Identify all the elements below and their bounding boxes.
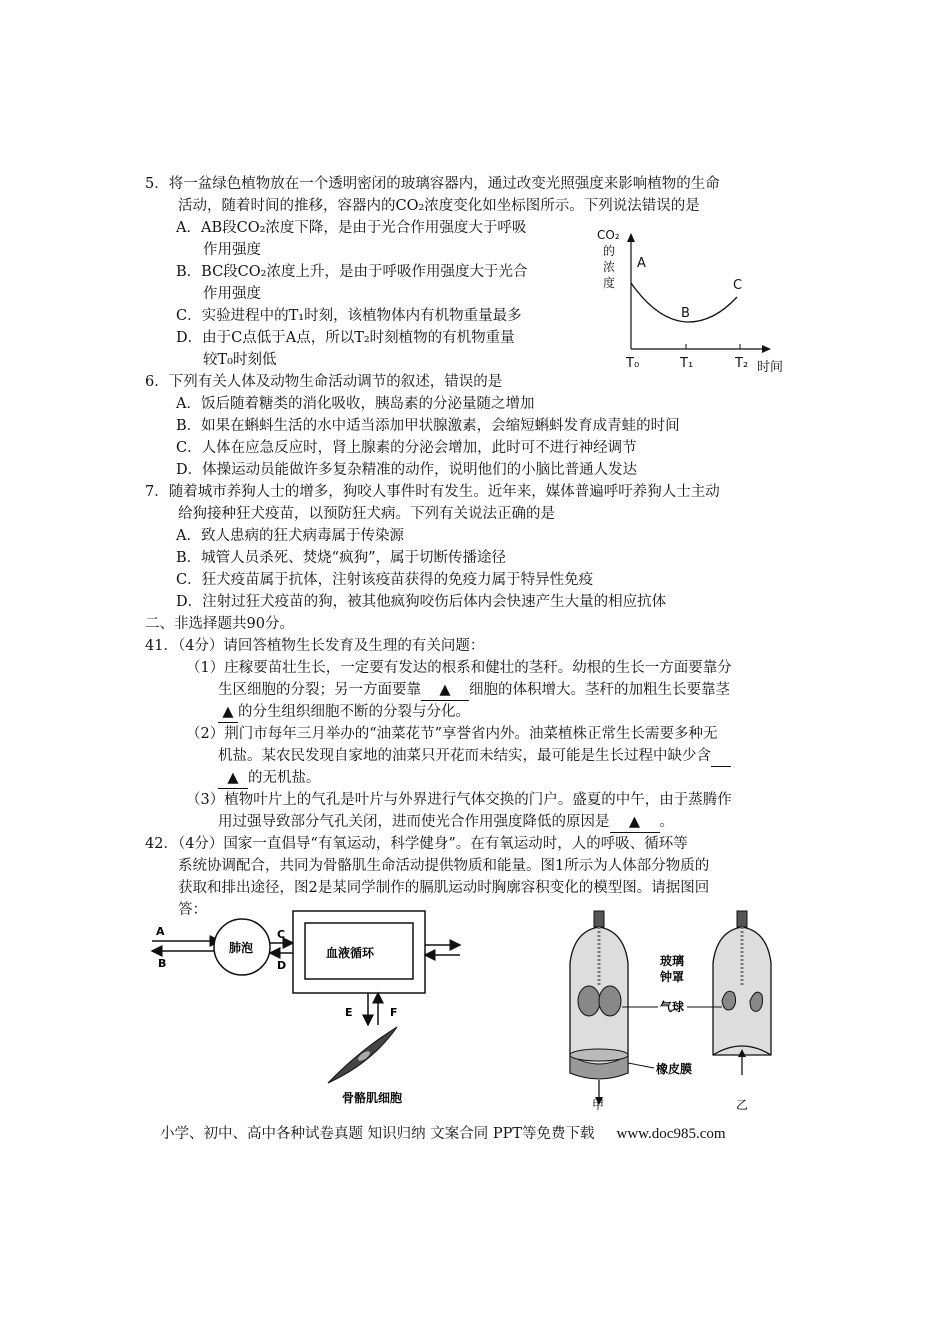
- q7-option-a: A．致人患病的狂犬病毒属于传染源: [176, 528, 404, 544]
- footer-url[interactable]: www.doc985.com: [616, 1126, 726, 1142]
- q6-option-b: B．如果在蝌蚪生活的水中适当添加甲状腺激素，会缩短蝌蚪发育成青蛙的时间: [176, 418, 680, 434]
- fig1-label-alveolus: 肺泡: [229, 941, 254, 955]
- fig2-label-balloon: 气球: [660, 1000, 685, 1014]
- answer-blank-2: ▲: [218, 702, 238, 723]
- answer-blank-3-start: [711, 746, 731, 767]
- fig1-label-b: B: [158, 957, 167, 970]
- q6-stem: 6．下列有关人体及动物生命活动调节的叙述，错误的是: [145, 374, 503, 390]
- footer: [160, 1122, 726, 1143]
- q41-stem: 41．（4分）请回答植物生长发育及生理的有关问题：: [145, 638, 485, 654]
- q5-option-c: C．实验进程中的T₁时刻，该植物体内有机物重量最多: [176, 308, 522, 324]
- q7-option-c: C．狂犬疫苗属于抗体，注射该疫苗获得的免疫力属于特异性免疫: [176, 572, 594, 588]
- fig1-label-c: C: [277, 928, 286, 941]
- q5-stem-line1: 5．将一盆绿色植物放在一个透明密闭的玻璃容器内，通过改变光照强度来影响植物的生命: [145, 176, 720, 192]
- q41-part1-line2: 生区细胞的分裂；另一方面要靠 ▲ 细胞的体积增大。茎秆的加粗生长要靠茎: [218, 680, 730, 701]
- q7-stem-line1: 7．随着城市养狗人士的增多，狗咬人事件时有发生。近年来，媒体普遍呼吁养狗人士主动: [145, 484, 720, 500]
- graph-ylabel-du: 度: [603, 276, 616, 290]
- q41-part2-line2: 机盐。某农民发现自家地的油菜只开花而未结实，最可能是生长过程中缺少含: [218, 746, 731, 767]
- q42-stem-line1: 42．（4分）国家一直倡导“有氧运动，科学健身”。在有氧运动时，人的呼吸、循环等: [145, 836, 688, 852]
- graph-xlabel: 时间: [757, 360, 784, 375]
- bell-jar-jia: [570, 911, 628, 1105]
- fig1-label-a: A: [156, 925, 165, 938]
- fig1-label-d: D: [277, 959, 287, 972]
- graph-point-c: C: [733, 278, 743, 293]
- answer-blank-4: ▲: [610, 812, 660, 833]
- fig2-label-glass-2: 钟罩: [660, 970, 685, 984]
- q5-stem-line2: 活动，随着时间的推移，容器内的CO₂浓度变化如坐标图所示。下列说法错误的是: [178, 198, 700, 214]
- graph-y-arrow: [627, 233, 635, 242]
- q41-part2-line3: ▲ 的无机盐。: [218, 768, 321, 789]
- graph-point-a: A: [637, 256, 646, 271]
- graph-ylabel-co2: CO₂: [597, 228, 620, 242]
- q41-part3-line1: （3）植物叶片上的气孔是叶片与外界进行气体交换的门户。盛夏的中午，由于蒸腾作: [186, 792, 732, 808]
- answer-blank-1: ▲: [421, 680, 469, 701]
- fig1-label-muscle: 骨骼肌细胞: [342, 1091, 403, 1105]
- figure-2-bell-jar-model: [560, 905, 800, 1117]
- fig1-label-blood: 血液循环: [326, 946, 375, 960]
- q6-option-c: C．人体在应急反应时，肾上腺素的分泌会增加，此时可不进行神经调节: [176, 440, 637, 456]
- graph-tick-t2: T₂: [735, 356, 749, 371]
- q5-option-d-cont: 较T₀时刻低: [203, 352, 277, 368]
- figure-1-circulation-diagram: [150, 905, 480, 1110]
- footer-text: 小学、初中、高中各种试卷真题 知识归纳 文案合同 PPT等免费下载: [160, 1126, 595, 1142]
- fig2-label-glass-1: 玻璃: [660, 954, 685, 968]
- graph-ylabel-nong: 浓: [603, 260, 616, 274]
- q41-part2-line1: （2）荆门市每年三月举办的“油菜花节”享誉省内外。油菜植株正常生长需要多种无: [186, 726, 718, 742]
- section-2-heading: 二、非选择题共90分。: [145, 616, 294, 632]
- q7-option-b: B．城管人员杀死、焚烧“疯狗”，属于切断传播途径: [176, 550, 506, 566]
- q5-option-b: B．BC段CO₂浓度上升，是由于呼吸作用强度大于光合: [176, 264, 528, 280]
- q42-stem-line4: 答：: [178, 902, 207, 918]
- q7-stem-line2: 给狗接种狂犬疫苗，以预防狂犬病。下列有关说法正确的是: [178, 506, 555, 522]
- q6-option-a: A．饭后随着糖类的消化吸收，胰岛素的分泌量随之增加: [176, 396, 535, 412]
- q42-stem-line3: 获取和排出途径，图2是某同学制作的膈肌运动时胸廓容积变化的模型图。请据图回: [178, 880, 710, 896]
- q5-option-d: D．由于C点低于A点，所以T₂时刻植物的有机物重量: [176, 330, 515, 346]
- fig1-label-e: E: [345, 1006, 353, 1019]
- q41-part3-line2: 用过强导致部分气孔关闭，进而使光合作用强度降低的原因是 ▲ 。: [218, 812, 674, 833]
- graph-ylabel-de: 的: [603, 244, 616, 258]
- graph-tick-t0: T₀: [626, 356, 640, 371]
- graph-point-b: B: [681, 306, 690, 321]
- graph-tick-t1: T₁: [680, 356, 694, 371]
- co2-concentration-graph: [595, 225, 795, 377]
- bell-jar-yi: [713, 911, 771, 1075]
- fig1-label-f: F: [390, 1006, 398, 1019]
- q41-part1-line3: ▲ 的分生组织细胞不断的分裂与分化。: [218, 702, 470, 723]
- fig2-label-jia: 甲: [592, 1098, 605, 1112]
- q42-stem-line2: 系统协调配合，共同为骨骼肌生命活动提供物质和能量。图1所示为人体部分物质的: [178, 858, 710, 874]
- fig2-label-membrane: 橡皮膜: [656, 1062, 693, 1076]
- q41-part1-line1: （1）庄稼要苗壮生长，一定要有发达的根系和健壮的茎秆。幼根的生长一方面要靠分: [186, 660, 732, 676]
- graph-x-arrow: [762, 345, 771, 353]
- q5-option-a-cont: 作用强度: [203, 242, 261, 258]
- q6-option-d: D．体操运动员能做许多复杂精准的动作，说明他们的小脑比普通人发达: [176, 462, 638, 478]
- fig2-label-yi: 乙: [736, 1098, 749, 1112]
- q5-option-a: A．AB段CO₂浓度下降，是由于光合作用强度大于呼吸: [176, 220, 527, 236]
- answer-blank-3: ▲: [218, 768, 248, 789]
- q5-option-b-cont: 作用强度: [203, 286, 261, 302]
- q7-option-d: D．注射过狂犬疫苗的狗，被其他疯狗咬伤后体内会快速产生大量的相应抗体: [176, 594, 667, 610]
